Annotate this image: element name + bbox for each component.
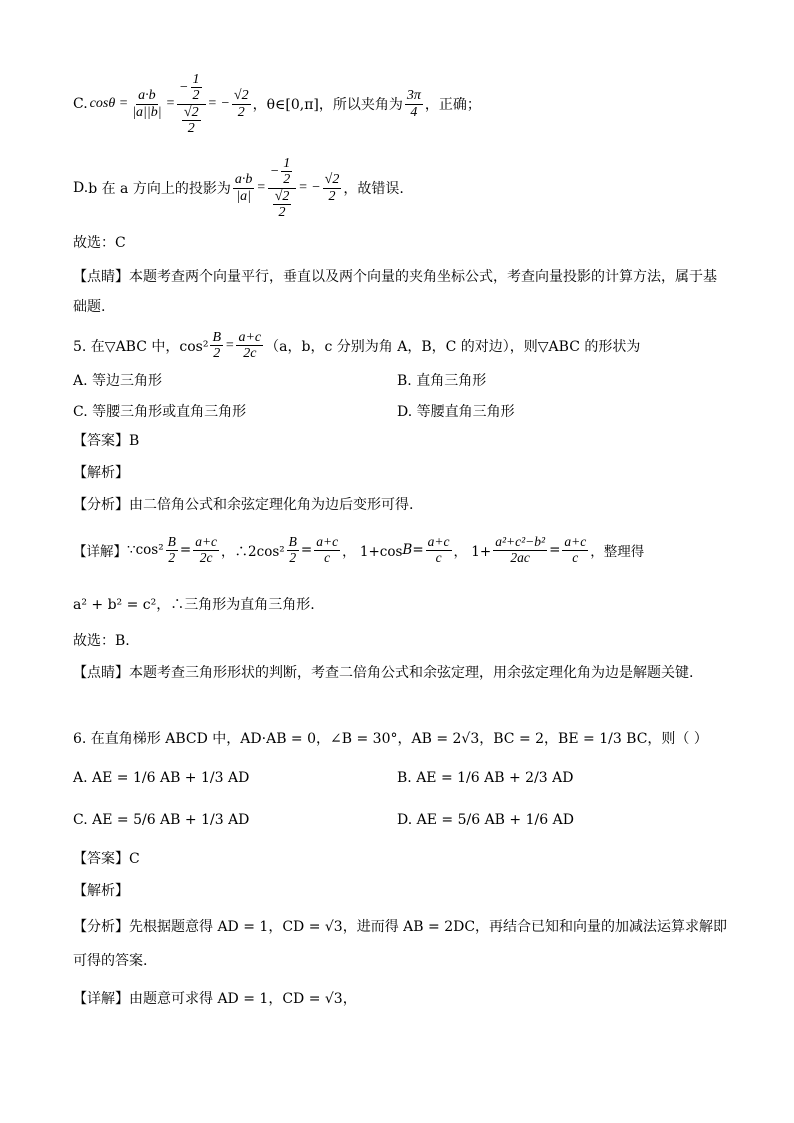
- option-c-suffix: ，正确；: [424, 97, 481, 113]
- root2-over-2: $\frac{√2}{2}$: [233, 88, 249, 120]
- cos-theta-formula: cosθ =: [89, 96, 129, 111]
- q5-comment: 【点睛】本题考查三角形形状的判断，考查二倍角公式和余弦定理，用余弦定理化角为边是解题关键.: [73, 665, 694, 681]
- comment-1: 【点睛】本题考查两个向量平行，垂直以及两个向量的夹角坐标公式，考查向量投影的计算方法，属于基: [73, 269, 717, 285]
- a-plus-c-over-2c: $\frac{a+c}{2c}$: [238, 330, 262, 362]
- option-d-label: D.: [73, 180, 89, 196]
- q5-fenxi: 【分析】由二倍角公式和余弦定理化角为边后变形可得.: [73, 497, 414, 513]
- comment-1b: 础题.: [73, 299, 106, 315]
- neg-half-over-root2: − $\frac{1}{2}$ $\frac{√2}{2}$: [177, 72, 205, 137]
- q5-detail: 【详解】 ∵cos² $\frac{B}{2}$ = $\frac{a+c}{2c}$ ，∴2cos² $\frac{B}{2}$ = $\frac{a+c}{c}$ ， 1+cos B = $\frac{a+c}{c}$ ， 1+ $\frac{\text{a²+c²−b²}}{2ac}$ = $\frac{a+c}{c}$ ，整理得: [73, 533, 645, 565]
- root2-over-2-d: $\frac{√2}{2}$: [324, 172, 340, 204]
- option-c-line: C. cosθ = $\frac{a\cdot b}{|a||b|}$ = − $\frac{1}{2}$ $\frac{√2}{2}$ = − $\frac{√2}{2}$ ，θ∈[0,π]，所以夹角为 $\frac{3\pi}{4}$ ，正确；: [73, 71, 481, 136]
- q6-option-b[interactable]: B. AE = 1/6 AB + 2/3 AD: [397, 770, 574, 786]
- q6-fenxi-b: 可得的答案.: [73, 953, 148, 969]
- q5-detail-label: 【详解】: [73, 544, 127, 560]
- q5-option-d[interactable]: D. 等腰直角三角形: [397, 404, 515, 420]
- projection-text: b 在 a 方向上的投影为: [88, 181, 231, 197]
- b-over-2: $\frac{B}{2}$: [212, 330, 222, 362]
- option-d-line: D. b 在 a 方向上的投影为 $\frac{a\cdot b}{|a|}$ = − $\frac{1}{2}$ $\frac{√2}{2}$ = − $\frac{√2}{2}$ ，故错误.: [73, 155, 404, 220]
- q5-stem-b: （a，b，c 分别为角 A，B，C 的对边），则▽ABC 的形状为: [265, 338, 641, 355]
- q5-select: 故选：B.: [73, 633, 130, 649]
- q6-detail: 【详解】由题意可求得 AD = 1，CD = √3，: [73, 991, 357, 1007]
- dot-over-norm-a: $\frac{a\cdot b}{|a|}$: [234, 172, 253, 204]
- select-c: 故选：C: [73, 235, 126, 251]
- q5-stem-a: 5. 在▽ABC 中，cos²: [73, 338, 209, 355]
- q5-answer: 【答案】B: [73, 433, 140, 449]
- q6-option-a[interactable]: A. AE = 1/6 AB + 1/3 AD: [73, 770, 250, 786]
- q5-option-b[interactable]: B. 直角三角形: [397, 373, 487, 389]
- option-c-label: C.: [73, 96, 88, 112]
- q5-stem: 5. 在▽ABC 中，cos² $\frac{B}{2}$ = $\frac{a+c}{2c}$ （a，b，c 分别为角 A，B，C 的对边），则▽ABC 的形状为: [73, 330, 641, 362]
- q6-option-c[interactable]: C. AE = 5/6 AB + 1/3 AD: [73, 812, 250, 828]
- q6-answer: 【答案】C: [73, 851, 140, 867]
- neg-half-over-root2-d: − $\frac{1}{2}$ $\frac{√2}{2}$: [268, 156, 296, 221]
- theta-range: ，θ∈[0,π]，所以夹角为: [252, 97, 403, 113]
- q5-analysis: 【解析】: [73, 465, 129, 481]
- q6-fenxi-a: 【分析】先根据题意得 AD = 1，CD = √3，进而得 AB = 2DC，再结合已知和向量的加减法运算求解即: [73, 919, 728, 935]
- q5-option-c[interactable]: C. 等腰三角形或直角三角形: [73, 404, 247, 420]
- angle-3pi-4: $\frac{3\pi}{4}$: [406, 88, 421, 120]
- q5-detail-2: a² + b² = c²，∴三角形为直角三角形.: [73, 597, 315, 613]
- q6-option-d[interactable]: D. AE = 5/6 AB + 1/6 AD: [397, 812, 574, 828]
- q6-analysis: 【解析】: [73, 883, 129, 899]
- q6-stem: 6. 在直角梯形 ABCD 中，AD·AB = 0，∠B = 30°，AB = 2√3，BC = 2，BE = 1/3 BC，则（ ）: [73, 731, 708, 747]
- dot-over-norms: $\frac{a\cdot b}{|a||b|}$: [132, 88, 162, 120]
- option-d-suffix: ，故错误.: [343, 181, 404, 197]
- q5-option-a[interactable]: A. 等边三角形: [73, 373, 163, 389]
